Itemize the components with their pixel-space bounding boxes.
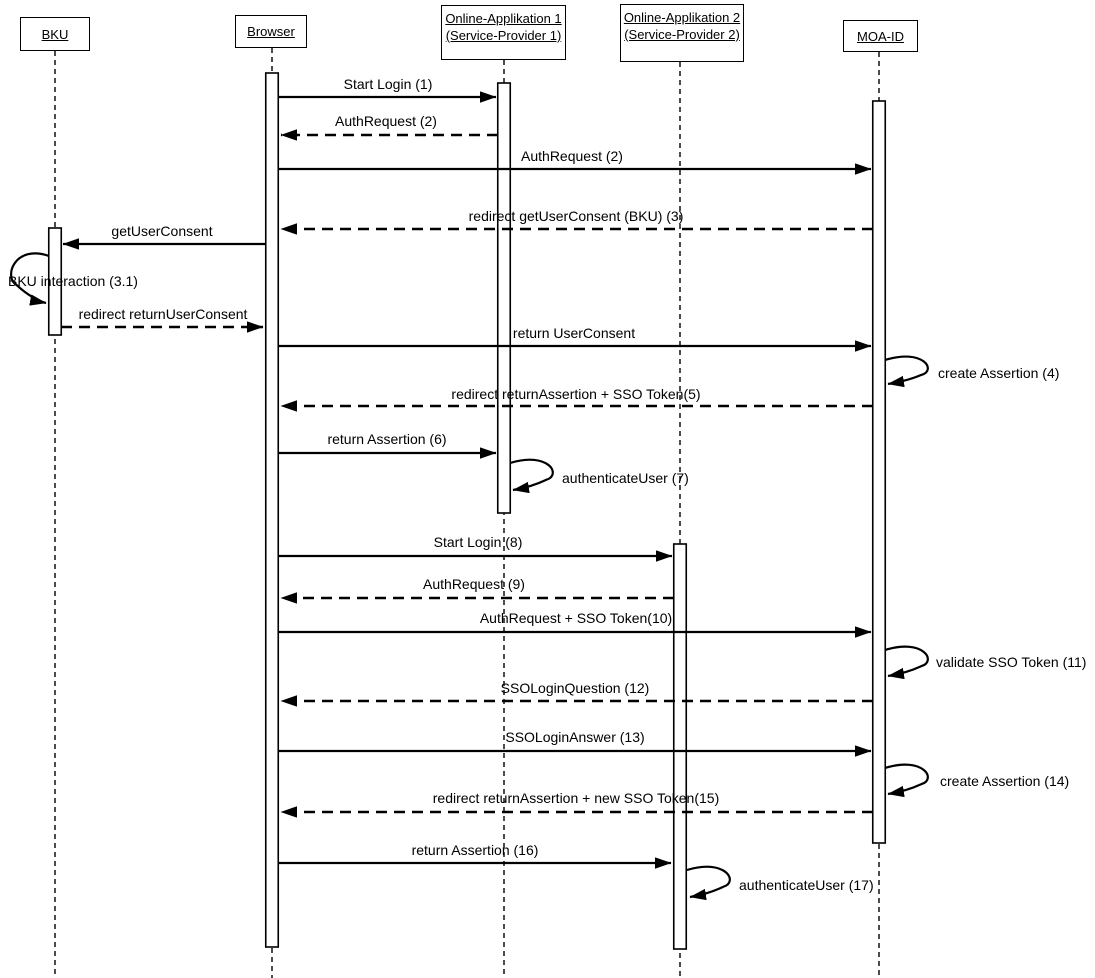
actor-box-browser xyxy=(235,15,307,48)
actor-box-online-applikation-2 xyxy=(620,4,744,62)
self-message-label-4: validate SSO Token (11) xyxy=(936,654,1087,670)
message-label-15: redirect returnAssertion + new SSO Token(15) xyxy=(432,790,720,806)
actor-box-bku xyxy=(20,17,90,51)
activation-bar-moaid xyxy=(873,101,886,843)
message-label-13: SSOLoginQuestion (12) xyxy=(500,680,650,696)
actor-label-online-applikation-2: Online-Applikation 2 xyxy=(623,10,741,25)
message-label-14: SSOLoginAnswer (13) xyxy=(505,729,645,745)
message-label-8: redirect returnAssertion + SSO Token(5) xyxy=(451,386,701,402)
self-message-label-3: authenticateUser (7) xyxy=(562,470,689,486)
message-label-12: AuthRequest + SSO Token(10) xyxy=(479,610,673,626)
activation-bar-oa2 xyxy=(674,544,687,949)
message-label-10: Start Login (8) xyxy=(433,534,523,550)
actor-box-online-applikation-1 xyxy=(441,5,566,60)
message-label-11: AuthRequest (9) xyxy=(423,576,525,592)
message-label-5: getUserConsent xyxy=(111,223,213,239)
actor-label-browser: Browser xyxy=(247,24,295,39)
message-label-9: return Assertion (6) xyxy=(327,431,447,447)
message-label-16: return Assertion (16) xyxy=(411,842,539,858)
self-message-loop-2 xyxy=(885,357,928,384)
actor-label-moa-id: MOA-ID xyxy=(857,28,904,44)
activation-bar-oa1 xyxy=(498,83,511,513)
message-label-7: return UserConsent xyxy=(512,325,636,341)
actor-box-moa-id xyxy=(843,20,918,52)
message-label-2: AuthRequest (2) xyxy=(335,113,437,129)
actor-sublabel-service-provider-1: (Service-Provider 1) xyxy=(445,28,562,43)
actor-sublabel-service-provider-2: (Service-Provider 2) xyxy=(624,27,740,42)
message-label-3: AuthRequest (2) xyxy=(521,148,623,164)
self-message-label-5: create Assertion (14) xyxy=(940,773,1070,789)
self-message-loop-5 xyxy=(885,765,928,794)
self-message-label-1: BKU interaction (3.1) xyxy=(8,273,138,289)
actor-label-bku: BKU xyxy=(41,26,69,42)
self-message-label-2: create Assertion (4) xyxy=(938,365,1060,381)
message-label-1: Start Login (1) xyxy=(343,76,433,92)
self-message-loop-3 xyxy=(510,460,553,490)
actor-label-online-applikation-1: Online-Applikation 1 xyxy=(445,11,562,26)
message-label-4: redirect getUserConsent (BKU) (3) xyxy=(468,208,684,224)
message-label-6: redirect returnUserConsent xyxy=(78,306,248,322)
self-message-label-6: authenticateUser (17) xyxy=(739,877,874,893)
self-message-loop-4 xyxy=(885,647,928,676)
self-message-loop-6 xyxy=(687,867,730,897)
activation-bar-browser xyxy=(266,73,279,947)
